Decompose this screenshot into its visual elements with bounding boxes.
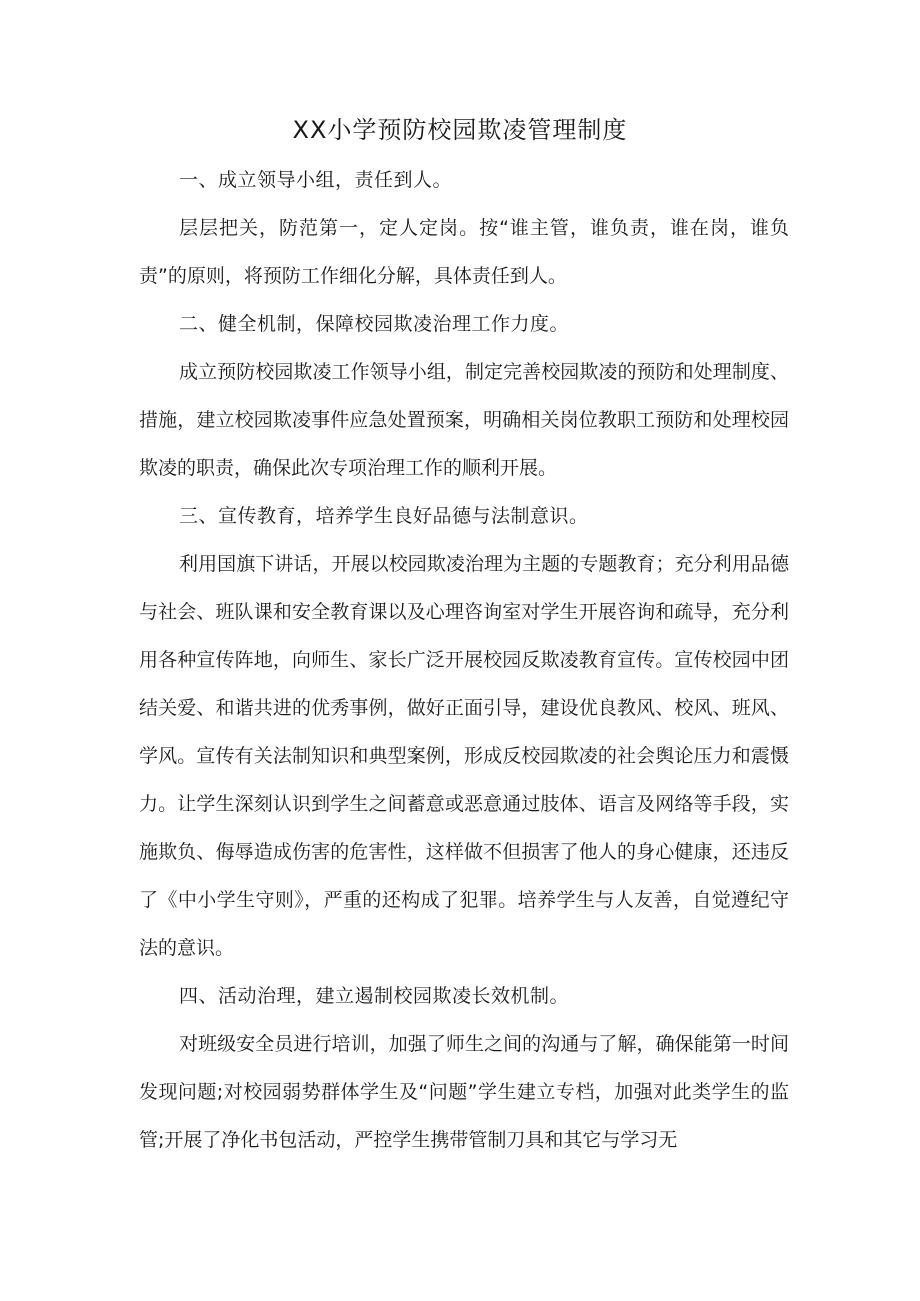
document-body [139,156,789,1164]
document-title: XX小学预防校园欺凌管理制度 [292,116,628,144]
section-body-3: 利用国旗下讲话，开展以校园欺凌治理为主题的专题教育；充分利用品德与社会、班队课和安全教育课以及心理咨询室对学生开展咨询和疏导，充分利用各种宣传阵地，向师生、家长广泛开展校园反欺凌教育宣传。宣传校园中团结关爱、和谐共进的优秀事例，做好正面引导，建设优良教风、校风、班风、学风。宣传有关法制知识和典型案例，形成反校园欺凌的社会舆论压力和震慑力。让学生深刻认识到学生之间蓄意或恶意通过肢体、语言及网络等手段，实施欺负、侮辱造成伤害的危害性，这样做不但损害了他人的身心健康，还违反了《中小学生守则》，严重的还构成了犯罪。培养学生与人友善，自觉遵纪守法的意识。 [139,553,789,959]
section-body-2: 成立预防校园欺凌工作领导小组，制定完善校园欺凌的预防和处理制度、措施，建立校园欺凌事件应急处置预案，明确相关岗位教职工预防和处理校园欺凌的职责，确保此次专项治理工作的顺利开展。 [139,361,789,479]
section-body-4: 对班级安全员进行培训，加强了师生之间的沟通与了解，确保能第一时间发现问题;对校园弱势群体学生及“问题”学生建立专档，加强对此类学生的监管;开展了净化书包活动，严控学生携带管制刀具和其它与学习无 [139,1033,789,1151]
section-body-1: 层层把关，防范第一，定人定岗。按“谁主管，谁负责，谁在岗，谁负责”的原则，将预防工作细化分解，具体责任到人。 [139,217,789,287]
section-heading-3: 三、宣传教育，培养学生良好品德与法制意识。 [179,505,589,527]
section-heading-2: 二、健全机制，保障校园欺凌治理工作力度。 [179,313,570,335]
section-heading-4: 四、活动治理，建立遏制校园欺凌长效机制。 [179,985,570,1007]
section-heading-1: 一、成立领导小组，责任到人。 [179,169,453,191]
